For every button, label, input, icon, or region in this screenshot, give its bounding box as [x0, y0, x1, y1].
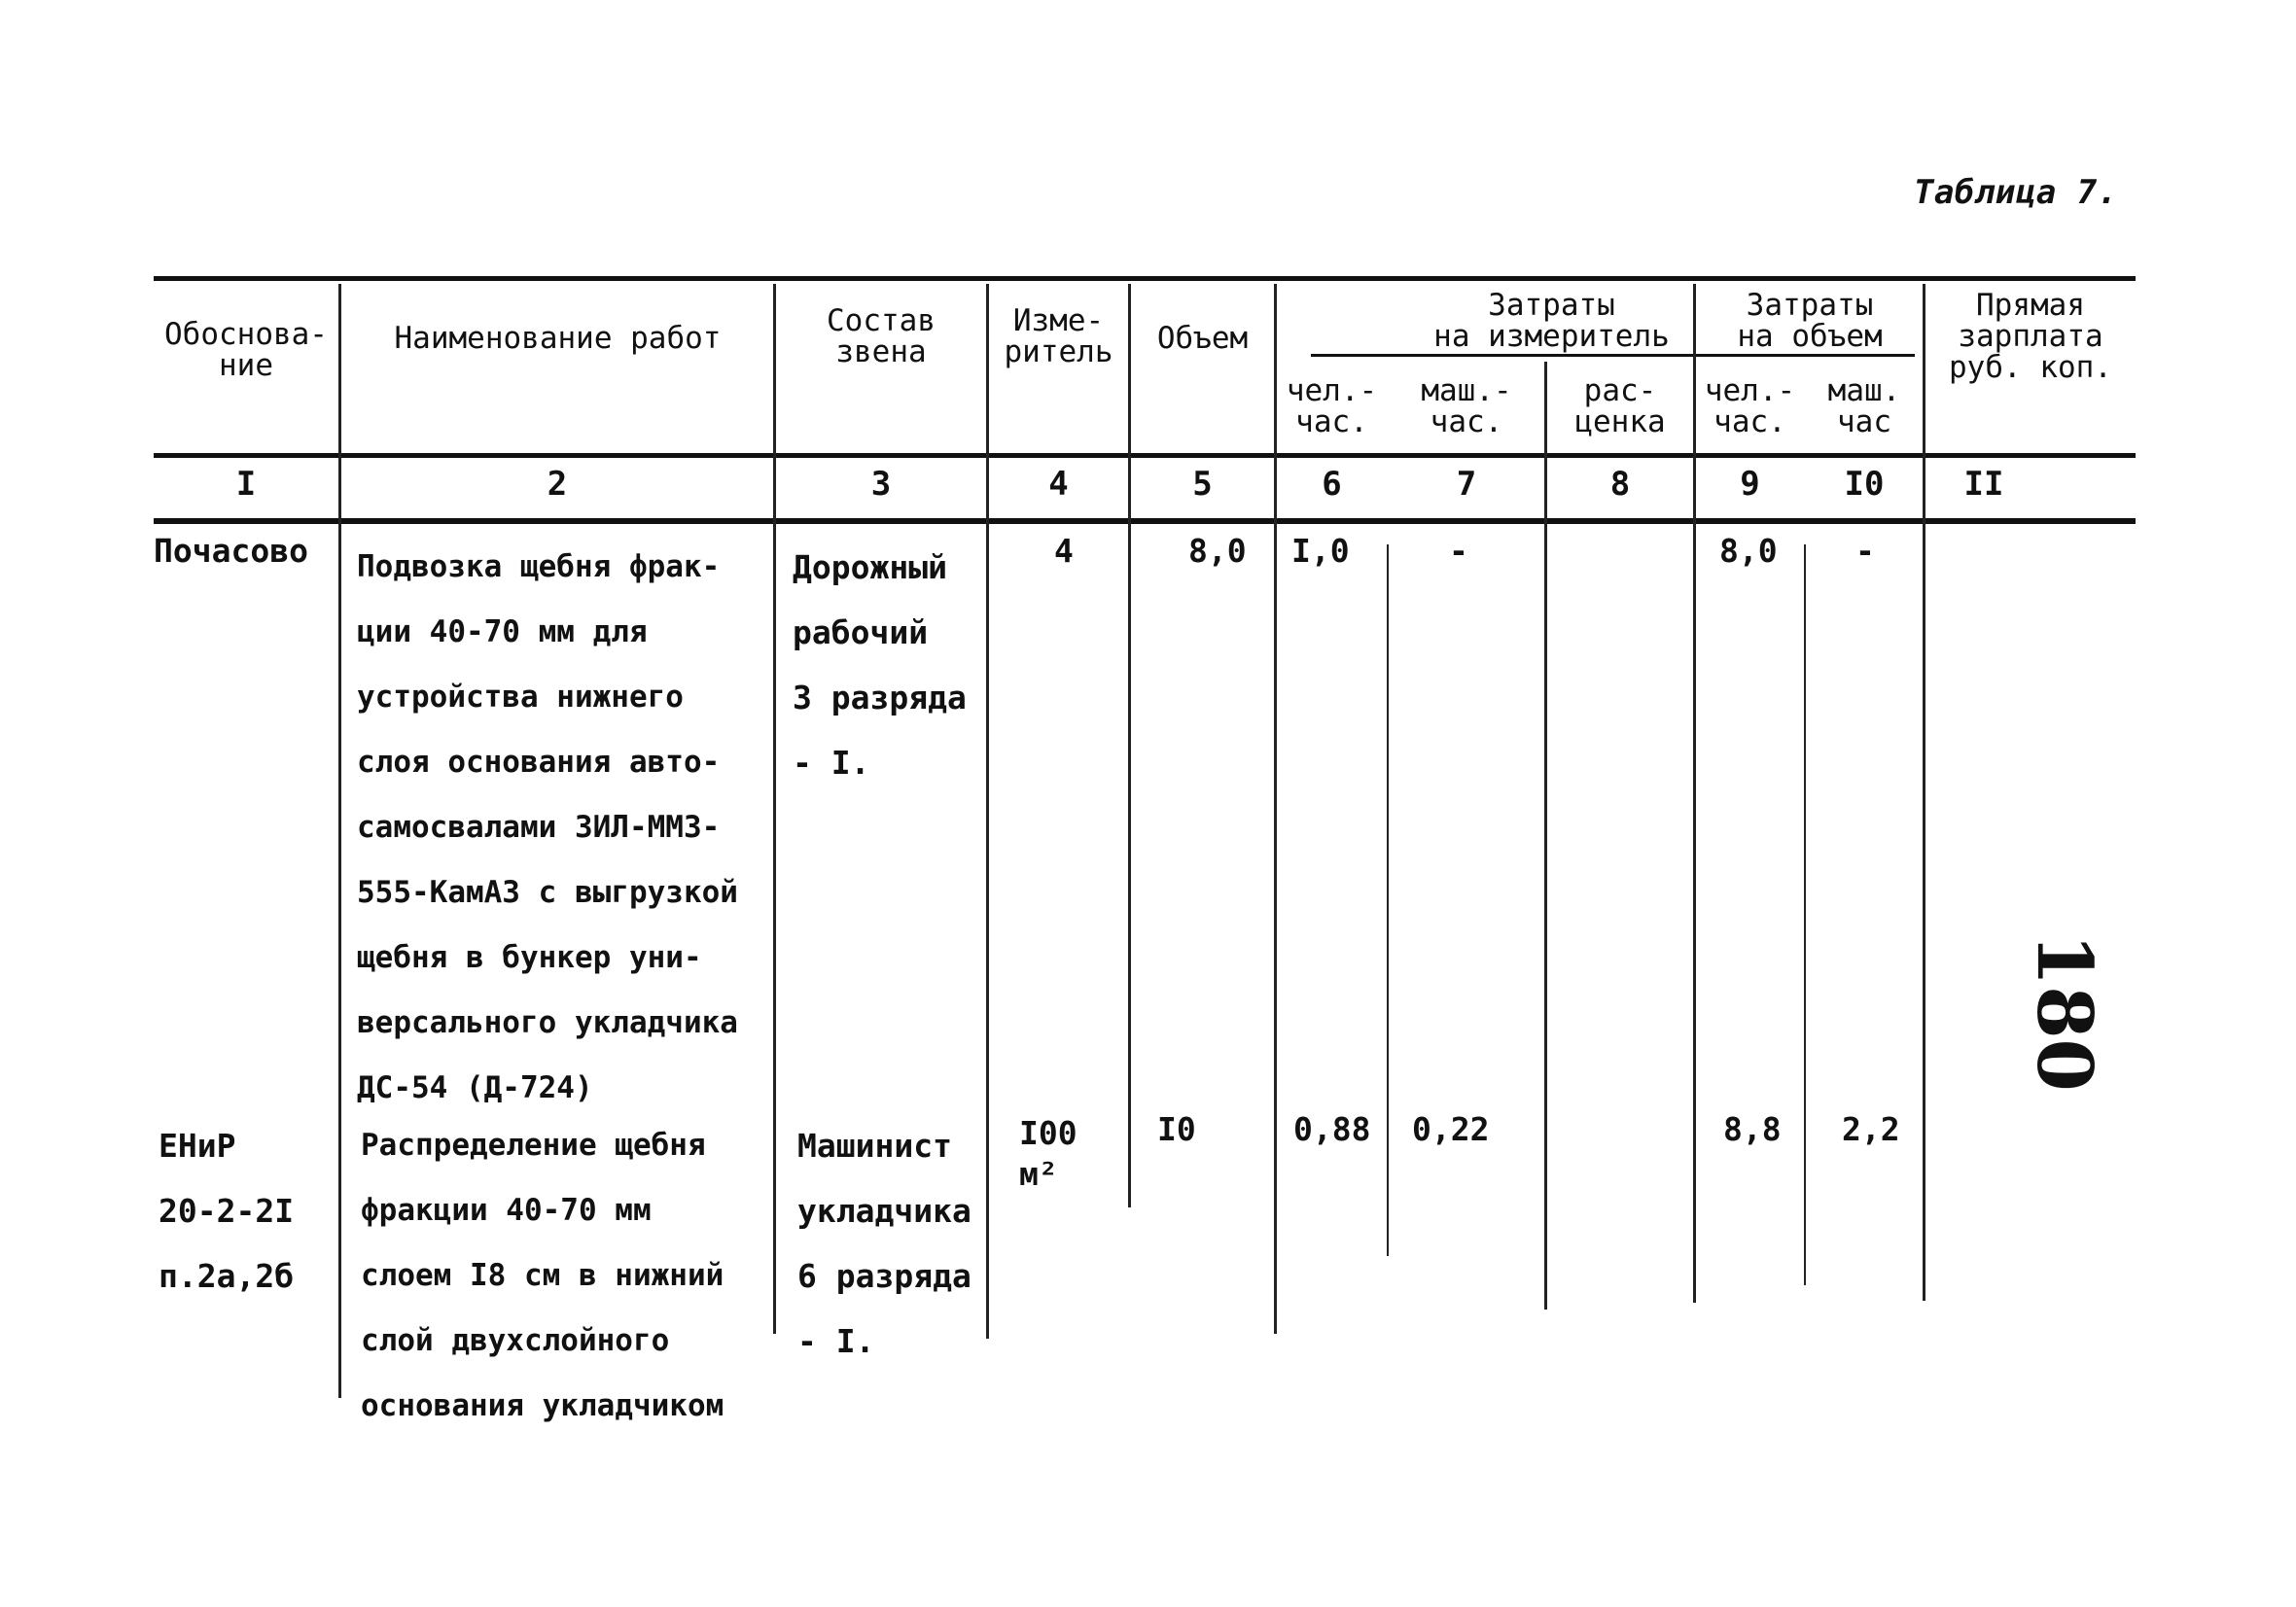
row2-machine-hours: 0,22 — [1412, 1110, 1490, 1148]
col-sep-10 — [1923, 284, 1925, 1301]
row2-man-hours: 0,88 — [1293, 1110, 1371, 1148]
col-sep-4 — [1128, 284, 1131, 1207]
table-label: Таблица 7. — [1914, 173, 2118, 212]
col-number: 4 — [1048, 465, 1069, 504]
header-work-name: Наименование работ — [394, 321, 722, 356]
header-direct-wage: Прямая зарплата руб. коп. — [1949, 288, 2112, 385]
col-number: 6 — [1322, 465, 1342, 504]
col-number: 3 — [870, 465, 892, 504]
row2-unit: I00 м² — [1019, 1114, 1077, 1193]
rule-top — [154, 276, 2136, 281]
header-crew: Состав звена — [827, 303, 936, 369]
row2-crew: Машинист укладчика 6 разряда - I. — [797, 1127, 971, 1360]
header-unit: Изме- ритель — [1004, 303, 1113, 369]
header-costs-per-unit: Затраты на измеритель — [1433, 288, 1670, 354]
col-number: 8 — [1609, 465, 1631, 504]
header-costs-per-volume: Затраты на объем — [1737, 288, 1883, 354]
row2-total-machine-hours: 2,2 — [1842, 1110, 1900, 1148]
rule-numbers-bottom — [154, 518, 2136, 524]
row1-basis: Почасово — [154, 532, 308, 570]
col-number: 7 — [1456, 465, 1477, 504]
row2-volume: I0 — [1157, 1110, 1196, 1148]
col-sep-1 — [338, 284, 341, 1398]
header-rate: рас- ценка — [1574, 373, 1666, 439]
col-sep-7 — [1544, 362, 1547, 1310]
row2-basis: ЕНиР 20-2-2I п.2а,2б — [159, 1127, 295, 1295]
row2-total-man-hours: 8,8 — [1723, 1110, 1782, 1148]
header-basis: Обоснова- ние — [164, 317, 328, 383]
rule-group-b — [1697, 354, 1915, 357]
row1-work: Подвозка щебня фрак- ции 40-70 мм для устройства нижнего слоя основания авто- самосвалами ЗИЛ-ММЗ- 555-КамАЗ с выгрузкой щебня в бункер уни- версального укладчика ДС-54 (Д-724) — [357, 549, 738, 1105]
col-number: I — [235, 465, 257, 504]
col-sep-6 — [1387, 544, 1389, 1256]
col-number: II — [1963, 465, 2004, 504]
header-machine-hours: маш.- час. — [1421, 373, 1512, 439]
row1-total-man-hours: 8,0 — [1719, 532, 1778, 570]
row1-volume: 8,0 — [1188, 532, 1247, 570]
header-volume: Объем — [1156, 321, 1249, 356]
col-sep-3 — [986, 284, 989, 1339]
col-sep-9 — [1804, 544, 1806, 1285]
row1-total-machine-hours: - — [1855, 532, 1875, 570]
page-number: 180 — [2020, 933, 2108, 1092]
row1-crew: Дорожный рабочий 3 разряда - I. — [793, 548, 967, 782]
col-number: 9 — [1740, 465, 1760, 504]
col-number: 2 — [547, 465, 568, 504]
row1-unit: 4 — [1054, 532, 1074, 570]
row2-work: Распределение щебня фракции 40-70 мм слоем I8 см в нижний слой двухслойного основания укладчиком — [361, 1128, 724, 1423]
col-number: I0 — [1844, 465, 1885, 504]
row1-machine-hours: - — [1449, 532, 1468, 570]
header-total-machine-hours: маш. час — [1827, 373, 1901, 439]
header-total-man-hours: чел.- час. — [1704, 373, 1796, 439]
col-number: 5 — [1192, 465, 1213, 504]
col-sep-5 — [1274, 284, 1277, 1334]
header-man-hours: чел.- час. — [1286, 373, 1378, 439]
row1-man-hours: I,0 — [1291, 532, 1350, 570]
rule-header-bottom — [154, 453, 2136, 458]
